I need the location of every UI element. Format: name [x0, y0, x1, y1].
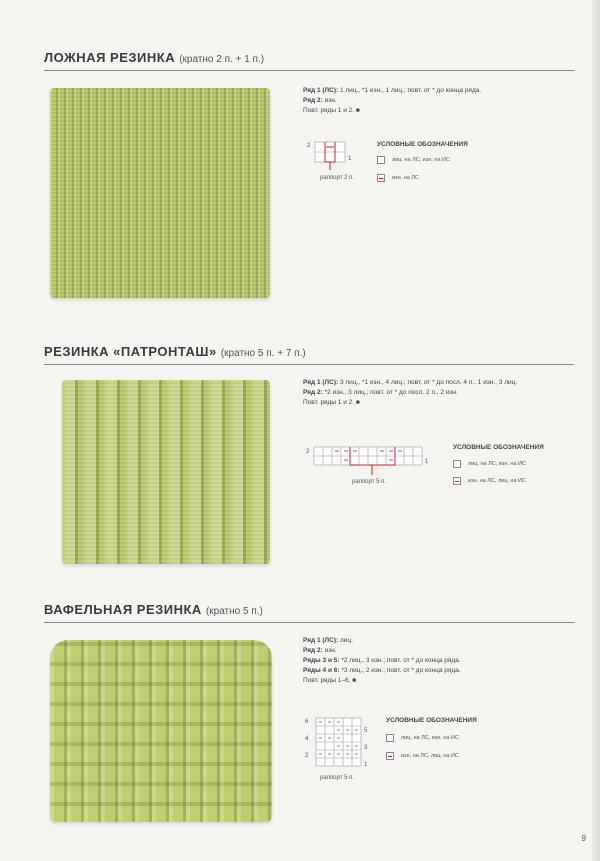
instructions: Ряд 1 (ЛС): 1 лиц., *1 изн., 1 лиц.; повт. от * до конца ряда. Ряд 2: изн. Повт. ряды 1 и 2. ■	[303, 87, 482, 114]
page-number: 9	[581, 834, 586, 843]
repeat-label: раппорт 5 п.	[352, 479, 387, 485]
section-title: ВАФЕЛЬНАЯ РЕЗИНКА (кратно 5 п.)	[44, 602, 263, 617]
legend-item: лиц. на ЛС, изн. на ИС	[468, 461, 526, 467]
knit-symbol-icon	[386, 734, 394, 742]
row-number: 4	[305, 736, 309, 742]
knit-swatch-photo	[50, 88, 270, 298]
section-rule	[44, 622, 574, 623]
row-number: 1	[348, 156, 352, 162]
purl-symbol-icon	[386, 752, 394, 760]
repeat-label: раппорт 2 п.	[320, 175, 355, 181]
legend-item: лиц. на ЛС, изн. на ИС	[392, 157, 450, 163]
section-title: ЛОЖНАЯ РЕЗИНКА (кратно 2 п. + 1 п.)	[44, 50, 265, 65]
row-number: 2	[307, 143, 311, 149]
stitch-chart	[310, 140, 350, 180]
section-rule	[44, 364, 574, 365]
row-number: 1	[425, 459, 429, 465]
knit-swatch-photo	[50, 640, 272, 822]
row-number: 2	[306, 449, 310, 455]
knit-swatch-photo	[62, 380, 270, 564]
purl-symbol-icon	[453, 477, 461, 485]
row-number: 2	[305, 753, 309, 759]
legend-item: изн. на ЛС, лиц. на ИС	[401, 753, 459, 759]
legend-item: изн. на ЛС, лиц. на ИС	[468, 478, 526, 484]
purl-symbol-icon	[377, 174, 385, 182]
row-number: 5	[364, 728, 368, 734]
legend-title: УСЛОВНЫЕ ОБОЗНАЧЕНИЯ	[377, 141, 468, 148]
row-number: 1	[364, 762, 368, 768]
legend-item: изн. на ЛС	[392, 175, 419, 181]
page-edge	[592, 0, 600, 861]
instructions: Ряд 1 (ЛС): лиц. Ряд 2: изн. Ряды 3 и 5: *2 лиц., 3 изн.; повт. от * до конца ряда. Ряды 4 и 6: *3 лиц., 2 изн.; повт. от * до конца ряда. Повт. ряды 1–6. ■	[303, 637, 461, 684]
row-number: 3	[364, 745, 368, 751]
knit-symbol-icon	[453, 460, 461, 468]
section-title: РЕЗИНКА «ПАТРОНТАШ» (кратно 5 п. + 7 п.)	[44, 344, 306, 359]
legend-title: УСЛОВНЫЕ ОБОЗНАЧЕНИЯ	[386, 717, 477, 724]
section-rule	[44, 70, 574, 71]
instructions: Ряд 1 (ЛС): 3 лиц., *1 изн., 4 лиц.; повт. от * до посл. 4 п., 1 изн., 3 лиц. Ряд 2: *2 изн., 3 лиц.; повт. от * до посл. 2 п., 2 изн. Повт. ряды 1 и 2. ■	[303, 379, 518, 406]
repeat-label: раппорт 5 п.	[320, 775, 355, 781]
row-number: 6	[305, 719, 309, 725]
knit-symbol-icon	[377, 156, 385, 164]
legend-item: лиц. на ЛС, изн. на ИС	[401, 735, 459, 741]
stitch-chart	[314, 716, 364, 776]
legend-title: УСЛОВНЫЕ ОБОЗНАЧЕНИЯ	[453, 444, 544, 451]
